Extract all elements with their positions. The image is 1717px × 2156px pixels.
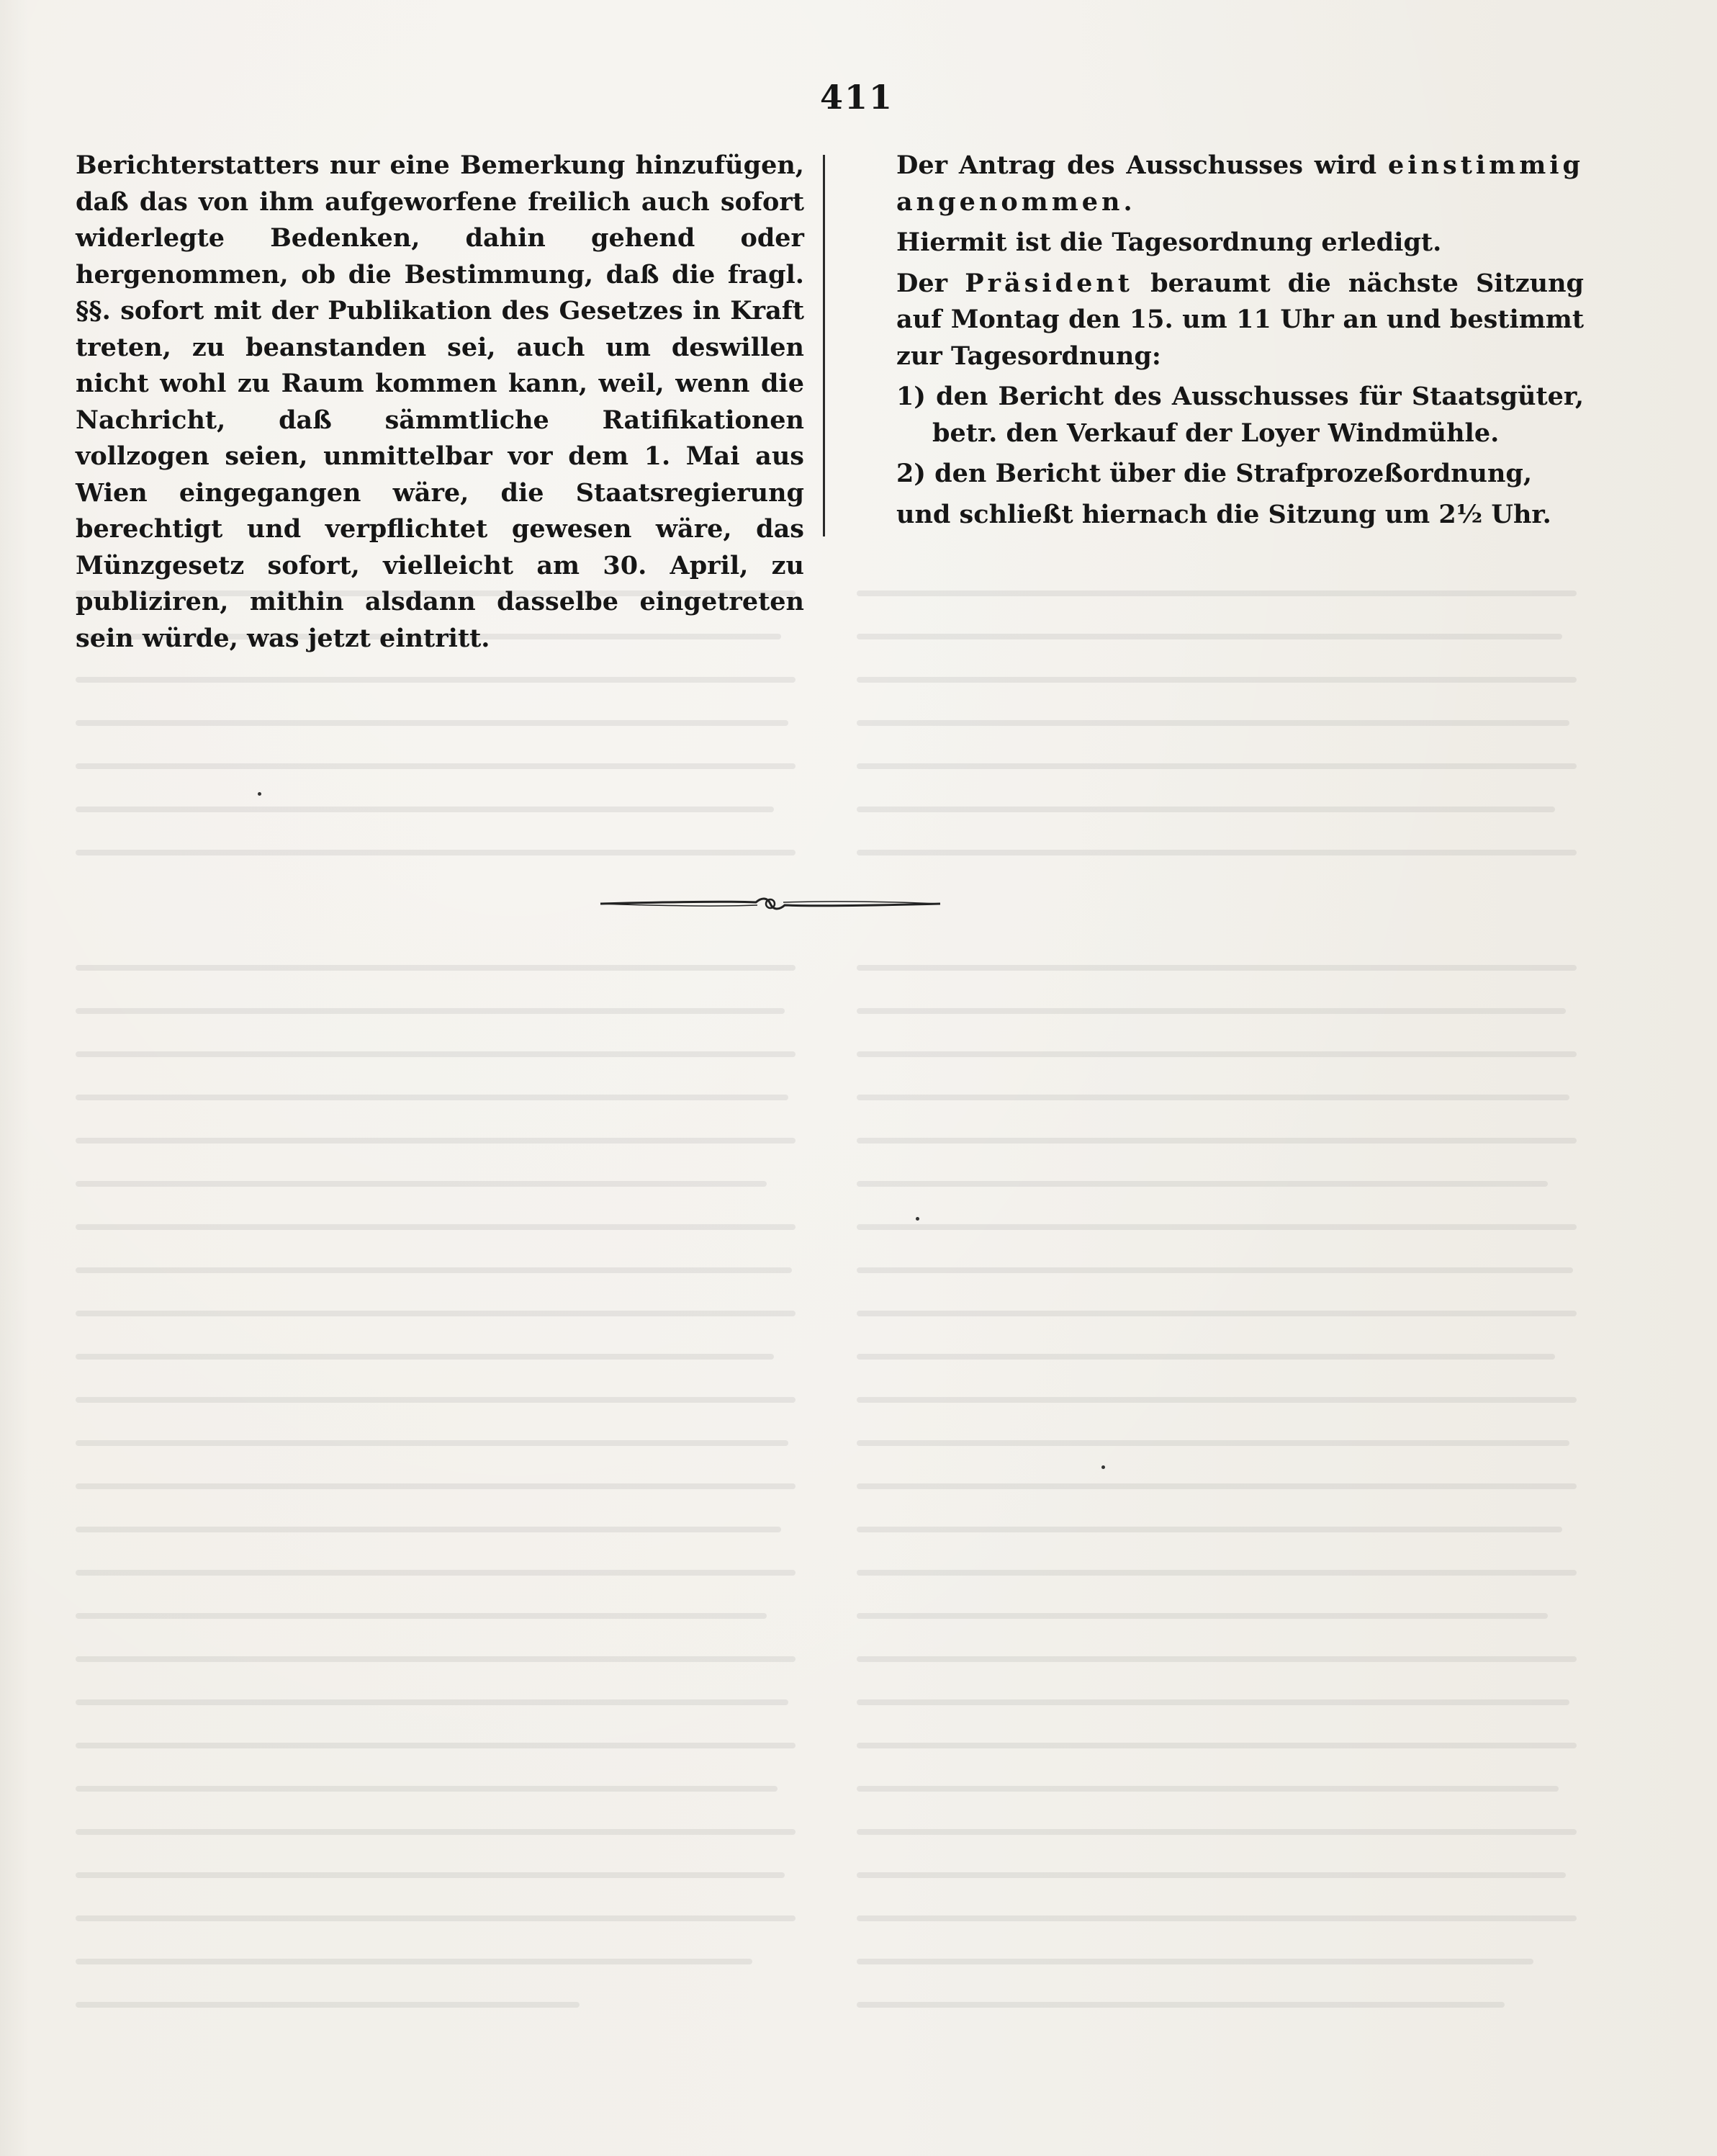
left-column (76, 148, 804, 657)
president-title: Präsident (965, 268, 1133, 298)
agenda-done-paragraph: Hiermit ist die Tagesordnung erledigt. (896, 228, 1442, 257)
closing-paragraph: und schließt hiernach die Sitzung um 2½ Uhr. (896, 499, 1551, 529)
right-column (896, 148, 1584, 537)
agenda-item-2: 2) den Bericht über die Strafprozeßordnung, (896, 459, 1533, 488)
ink-spot (258, 792, 261, 796)
president-paragraph (896, 266, 1584, 375)
column-rule (823, 155, 825, 536)
motion-end: . (1123, 187, 1132, 217)
president-text: beraumt die nächste Sitzung auf Montag den 15. um 11 Uhr an und bestimmt zur Tagesordnung: (896, 268, 1584, 371)
ornament-divider (598, 893, 943, 915)
motion-result: einstimmig angenommen (896, 151, 1584, 217)
page-number: 411 (819, 78, 894, 117)
motion-text: Der Antrag des Ausschusses wird (896, 151, 1388, 180)
ink-spot (1101, 1465, 1105, 1469)
agenda-item-1: 1) den Bericht des Ausschusses für Staatsgüter, betr. den Verkauf der Loyer Windmühle. (896, 382, 1584, 448)
motion-paragraph (896, 148, 1584, 220)
president-prefix: Der (896, 268, 965, 298)
left-paragraph: Berichterstatters nur eine Bemerkung hinzufügen, daß das von ihm aufgeworfene freilich auch sofort widerlegte Bedenken, dahin gehend oder hergenommen, ob die Bestimmung, daß die fragl. §§. sofort mit der Publikation des Gesetzes in Kraft treten, zu beanstanden sei, auch um deswillen nicht wohl zu Raum kommen kann, weil, wenn die Nachricht, daß sämmtliche Ratifikationen vollzogen seien, unmittelbar vor dem 1. Mai aus Wien eingegangen wäre, die Staatsregierung berechtigt und verpflichtet gewesen wäre, das Münzgesetz sofort, vielleicht am 30. April, zu publiziren, mithin alsdann dasselbe eingetreten sein würde, was jetzt eintritt. (76, 151, 804, 653)
ink-spot (916, 1217, 919, 1221)
